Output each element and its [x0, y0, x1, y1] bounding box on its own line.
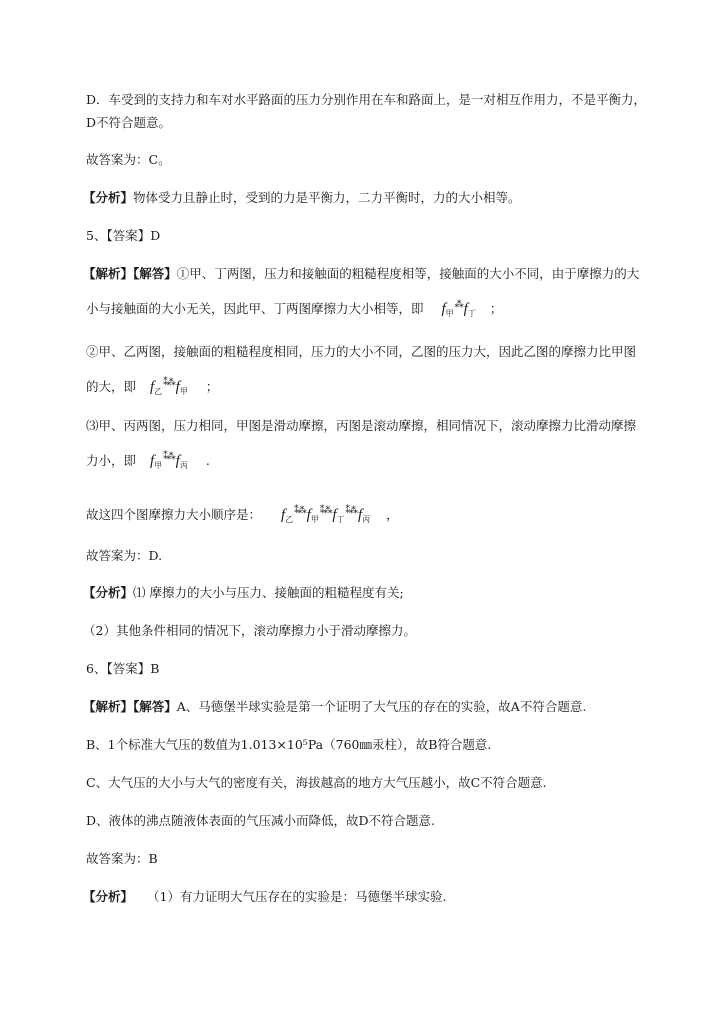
q5-p1-text1: ①甲、丁两图，压力和接触面的粗糙程度相等，接触面的大小不同，由于摩擦力的大	[176, 266, 640, 281]
q6-solution-label: 【解析】【解答】	[83, 699, 177, 714]
q5-analysis2: （2）其他条件相同的情况下，滚动摩擦力小于滑动摩擦力。	[83, 623, 416, 638]
q5-formula-order: $f_乙^{⁑⁂}f_甲^{⁑⁂}f_丁^{⁑⁂}f_丙$	[280, 505, 371, 524]
q5-answer: 故答案为：D.	[86, 548, 163, 563]
q5-p3-text2: 力小，即	[86, 453, 137, 468]
q5-analysis1-text: ⑴ 摩擦力的大小与压力、接触面的粗糙程度有关;	[133, 585, 404, 600]
q5-formula-3-period: .	[205, 453, 210, 468]
q5-p1-text2: 小与接触面的大小无关，因此甲、丁两图摩擦力大小相等，即	[86, 301, 424, 316]
q6-option-c: C、大气压的大小与大气的密度有关，海拔越高的地方大气压越小，故C不符合题意.	[86, 775, 547, 790]
q5-formula-1-semicolon: ；	[489, 301, 503, 316]
q5-p3-line2	[86, 448, 210, 474]
q6-analysis-text: （1）有力证明大气压存在的实验是：马德堡半球实验.	[147, 889, 447, 904]
q6-answer: 故答案为：B	[86, 851, 158, 866]
q5-solution-label: 【解析】【解答】	[83, 266, 177, 281]
q6-option-a	[83, 699, 586, 715]
q6-header: 6、【答案】B	[86, 661, 160, 676]
q4-option-d-line1: D．车受到的支持力和车对水平路面的压力分别作用在车和路面上，是一对相互作用力，不是平衡力，	[86, 92, 647, 107]
q5-order-text: 故这四个图摩擦力大小顺序是：	[86, 507, 262, 522]
q5-order-line	[86, 502, 399, 528]
q5-p2-line1: ②甲、乙两图，接触面的粗糙程度相同，压力的大小不同，乙图的压力大，因此乙图的摩擦力比甲图	[86, 344, 637, 359]
q6-option-a-text: A、马德堡半球实验是第一个证明了大气压的存在的实验，故A不符合题意.	[176, 699, 587, 714]
q6-analysis-label: 【分析】	[83, 889, 134, 904]
q4-answer: 故答案为：C。	[86, 152, 171, 167]
q4-analysis-label: 【分析】	[83, 190, 134, 205]
q5-p1-line2	[86, 296, 502, 322]
q5-formula-3: $f_甲^{⁑⁂}f_丙$	[149, 451, 188, 470]
q4-option-d-line2: D不符合题意。	[86, 115, 172, 130]
q5-formula-2: $f_乙^{⁑⁂}f_甲$	[149, 377, 188, 396]
q5-p1-line1	[83, 266, 639, 282]
q5-header: 5、【答案】D	[86, 228, 161, 243]
q6-option-b: B、1个标准大气压的数值为1.013×10⁵Pa（760㎜汞柱），故B符合题意.	[86, 737, 492, 752]
q5-p2-line2	[86, 374, 218, 400]
q5-analysis-label: 【分析】	[83, 585, 134, 600]
q5-formula-2-semicolon: ；	[205, 379, 219, 394]
q5-p3-line1: ⑶甲、丙两图，压力相同，甲图是滑动摩擦，丙图是滚动摩擦，相同情况下，滚动摩擦力比滑动摩擦	[86, 418, 637, 433]
q4-analysis-text: 物体受力且静止时，受到的力是平衡力，二力平衡时，力的大小相等。	[133, 190, 521, 205]
q6-option-d: D、液体的沸点随液体表面的气压减小而降低，故D不符合题意.	[86, 813, 436, 828]
q5-formula-1: $f_甲^⁂f_丁$	[441, 299, 476, 318]
q5-analysis1	[83, 585, 404, 601]
q4-analysis	[83, 190, 521, 206]
q5-order-comma: ，	[386, 507, 399, 522]
q6-analysis	[83, 889, 446, 905]
q5-p2-text2: 的大，即	[86, 379, 137, 394]
